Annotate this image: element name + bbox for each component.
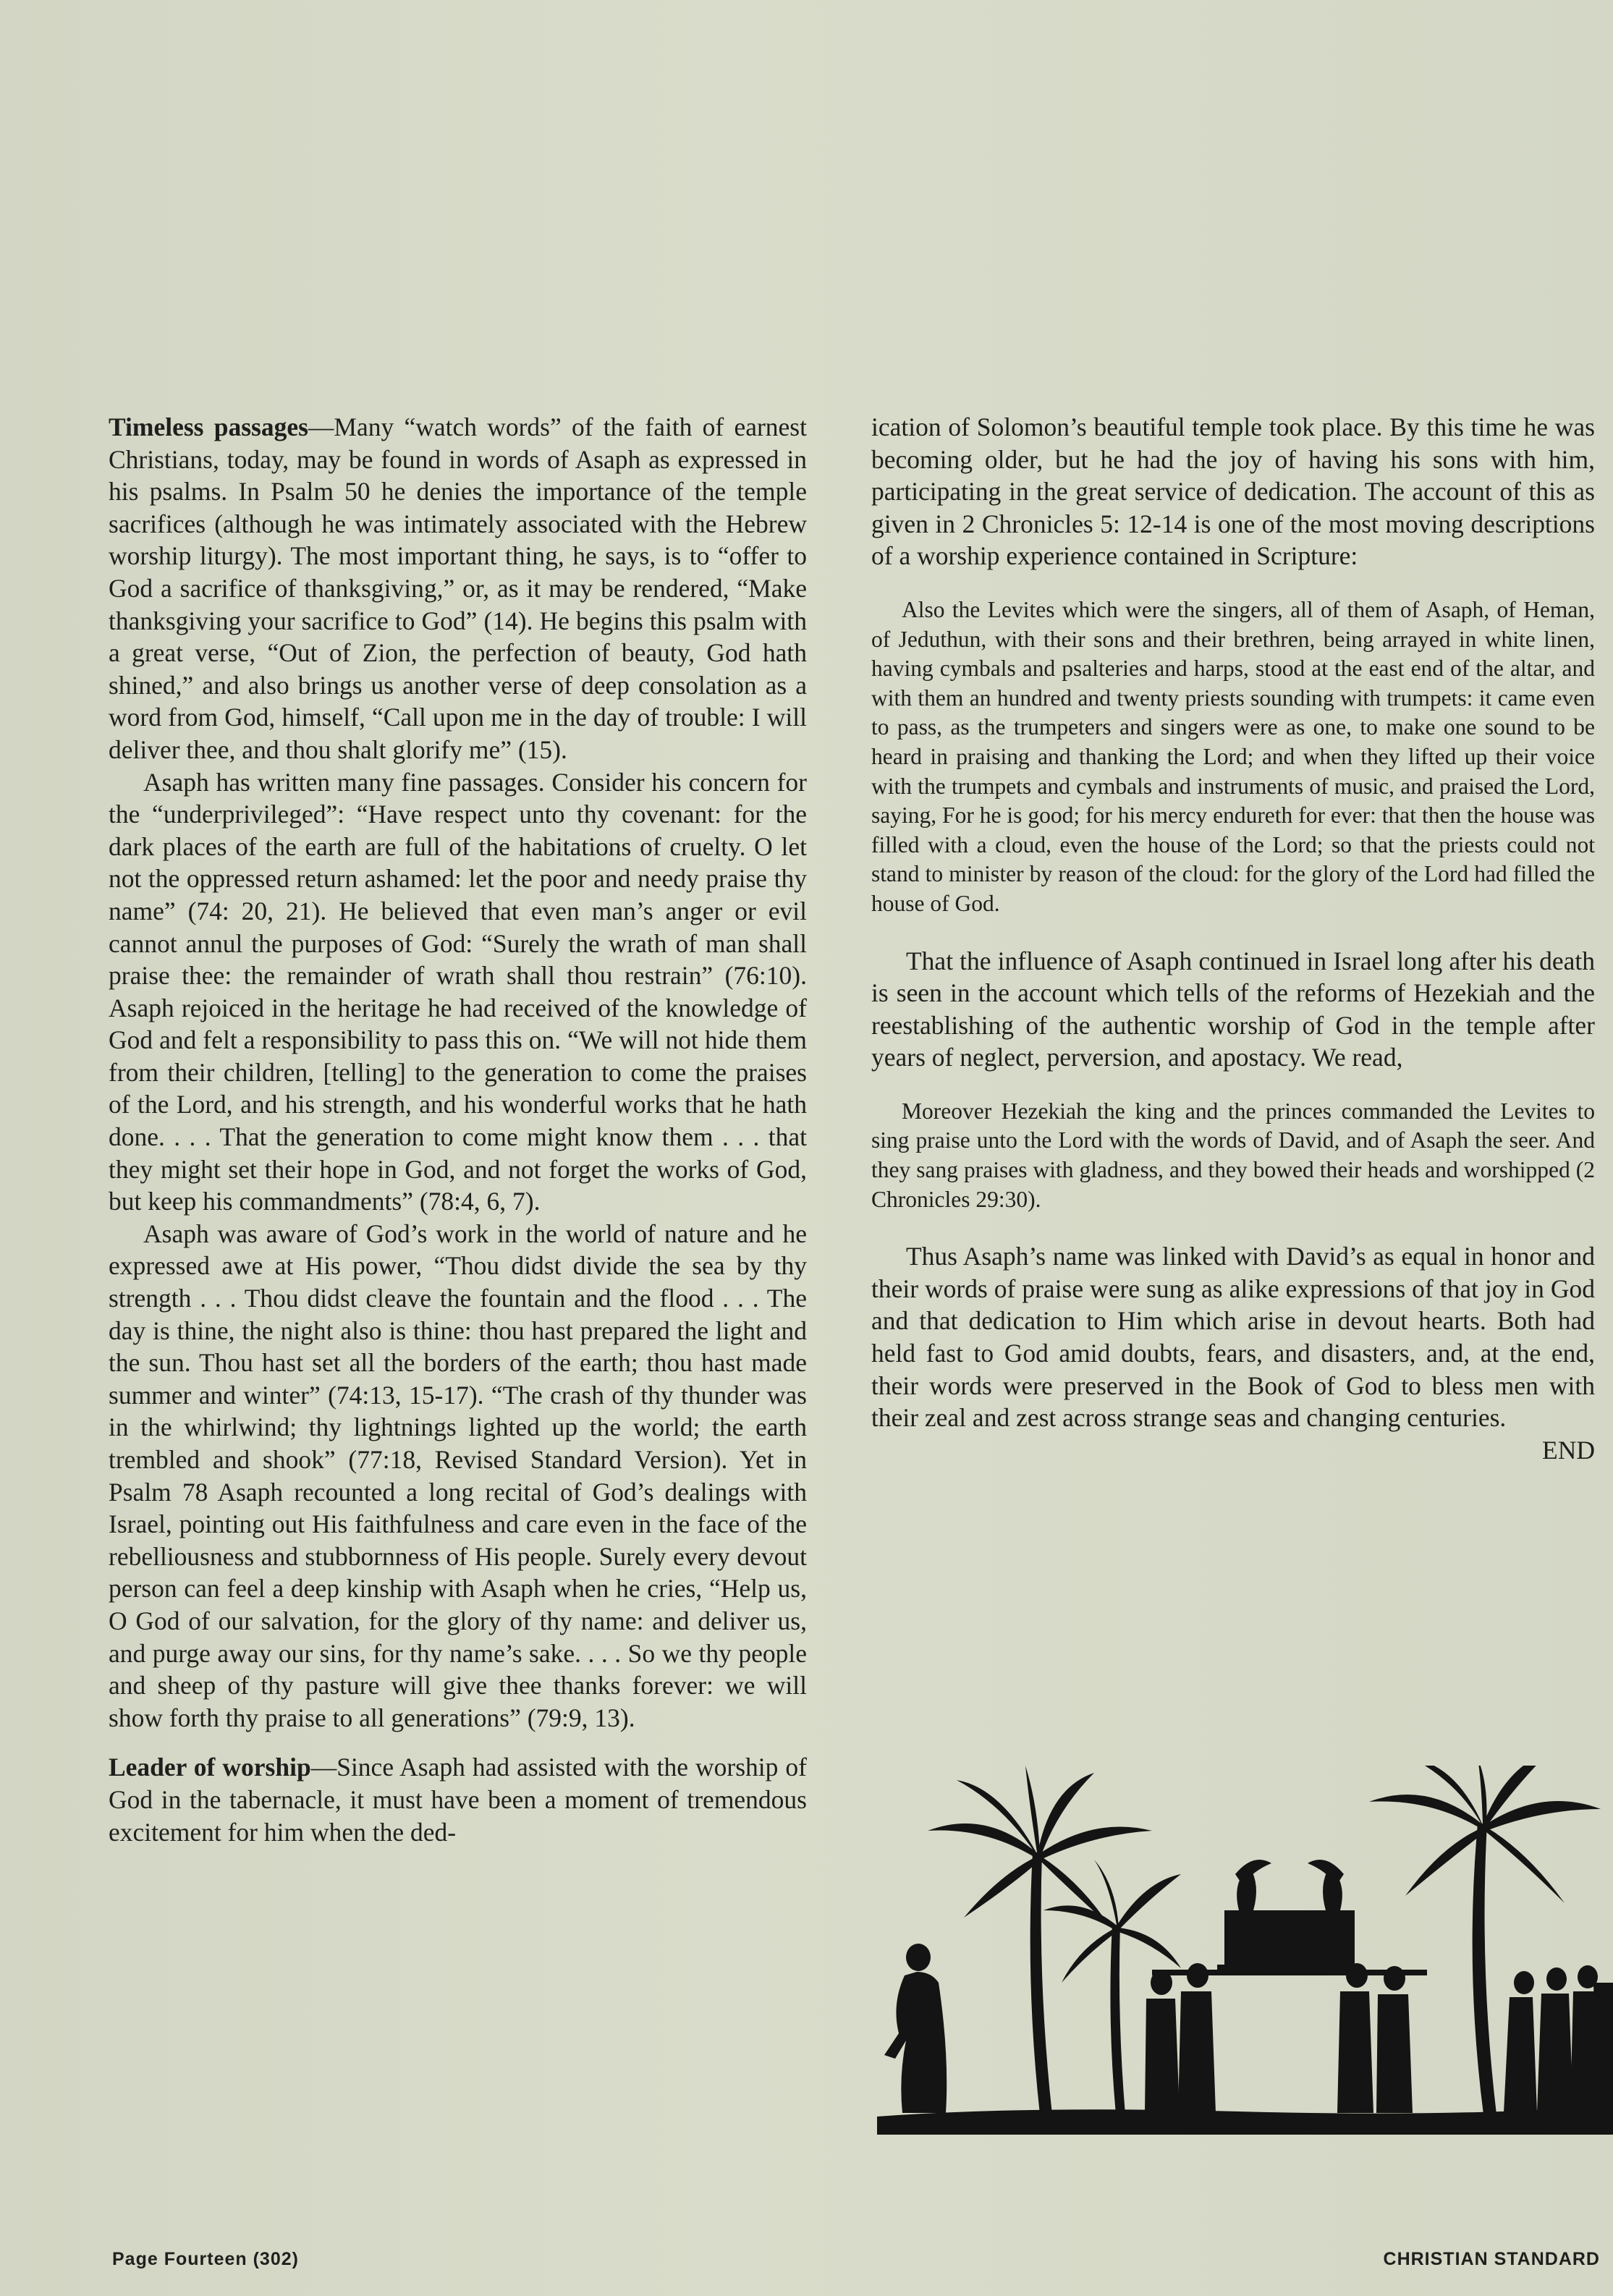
silhouette-procession-ark-palms-icon [877,1766,1613,2135]
section-heading-leader-of-worship: Leader of worship [109,1753,311,1782]
paragraph: Thus Asaph’s name was linked with David’s as equal in honor and their words of praise were sung as alike expressions of that joy in God and that dedication to Him which arise in devout hearts. Both had held fast to God amid doubts, fears, and disasters, and, at the end, their words were preserved in the Book of God to bless men with their zeal and zest across strange seas and changing centuries. [871,1242,1595,1433]
section-heading-timeless-passages: Timeless passages [109,412,308,441]
page-number: Page Fourteen (302) [112,2249,299,2269]
paragraph: That the influence of Asaph continued in Israel long after his death is seen in the account which tells of the reforms of Hezekiah and the reestablishing of the authentic worship of God in the temple after years of neglect, perversion, and apostacy. We read, [871,946,1595,1072]
block-quote-chronicles-5 [871,596,1595,919]
paragraph-text: —Many “watch words” of the faith of earnest Christians, today, may be found in words of Asaph as expressed in his psalms. In Psalm 50 he denies the importance of the temple sacrifices (although he was intimately associated with the Hebrew worship liturgy). The most important thing, he says, is to “offer to God a sacrifice of thanksgiving,” or, as it may be rendered, “Make thanksgiving your sacrifice to God” (14). He begins this psalm with a great verse, “Out of Zion, the perfection of beauty, God hath shined,” and also brings us another verse of deep consolation as a word from God, himself, “Call upon me in the day of trouble: I will deliver thee, and thou shalt glorify me” (15). [109,412,807,764]
block-quote-chronicles-29 [871,1097,1595,1214]
left-column [109,411,807,1848]
paragraph: Asaph has written many fine passages. Consider his concern for the “underprivileged”: “Have respect unto thy covenant: for the dark places of the earth are full of the habitations of cruelty. O let not the oppressed return ashamed: let the poor and needy praise thy name” (74: 20, 21). He believed that even man’s anger or evil cannot annul the purposes of God: “Surely the wrath of man shall praise thee: the remainder of wrath shall thou restrain” (76:10). Asaph rejoiced in the heritage he had received of the knowledge of God and felt a responsibility to pass this on. “We will not hide them from their children, [telling] to the generation to come the praises of the Lord, and his strength, and his wonderful works that he hath done. . . . That the generation to come might know them . . . that they might set their hope in God, and not forget the works of God, but keep his commandments” (78:4, 6, 7). [109,767,807,1216]
paragraph-timeless-passages [109,411,807,766]
end-mark: END [1542,1435,1595,1465]
magazine-name: CHRISTIAN STANDARD [1383,2249,1600,2269]
quote-text: Also the Levites which were the singers, all of them of Asaph, of Heman, of Jeduthun, with their sons and their brethren, being arrayed in white linen, having cymbals and psalteries and harps, stood at the east end of the altar, and with them an hundred and twenty priests sounding with trumpets: it came even to pass, as the trumpeters and singers were as one, to make one sound to be heard in praising and thanking the Lord; and when they lifted up their voice with the trumpets and cymbals and instruments of music, and praised the Lord, saying, For he is good; for his mercy endureth for ever: that then the house was filled with a cloud, even the house of the Lord; so that the priests could not stand to minister by reason of the cloud: for the glory of the Lord had filled the house of God. [871,596,1595,916]
paragraph-leader-of-worship [109,1751,807,1848]
quote-text: Moreover Hezekiah the king and the princes commanded the Levites to sing praise unto the Lord with the words of David, and of Asaph the seer. And they sang praises with gladness, and they bowed their heads and worshipped (2 Chronicles 29:30). [871,1098,1595,1212]
right-column [871,411,1595,1466]
paragraph: Asaph was aware of God’s work in the world of nature and he expressed awe at His power, “Thou didst divide the sea by thy strength . . . Thou didst cleave the fountain and the flood . . . The day is thine, the night also is thine: thou hast prepared the light and the sun. Thou hast set all the borders of the earth; thou hast made summer and winter” (74:13, 15-17). “The crash of thy thunder was in the whirlwind; thy lightnings lighted up the world; the earth trembled and shook” (77:18, Revised Standard Version). Yet in Psalm 78 Asaph recounted a long recital of God’s dealings with Israel, pointing out His faithfulness and care even in the face of the rebelliousness and stubbornness of His people. Surely every devout person can feel a deep kinship with Asaph when he cries, “Help us, O God of our salvation, for the glory of thy name: and deliver us, and purge away our sins, for thy name’s sake. . . . So we thy people and sheep of thy pasture will give thee thanks forever: we will show forth thy praise to all generations” (79:9, 13). [109,1219,807,1732]
paragraph: ication of Solomon’s beautiful temple took place. By this time he was becoming older, but he had the joy of having his sons with him, participating in the great service of dedication. The account of this as given in 2 Chronicles 5: 12-14 is one of the most moving descriptions of a worship experience contained in Scripture: [871,412,1595,571]
paragraph-text: —Since Asaph had assisted with the worship of God in the tabernacle, it must have been a moment of tremendous excitement for him when the ded- [109,1753,807,1847]
